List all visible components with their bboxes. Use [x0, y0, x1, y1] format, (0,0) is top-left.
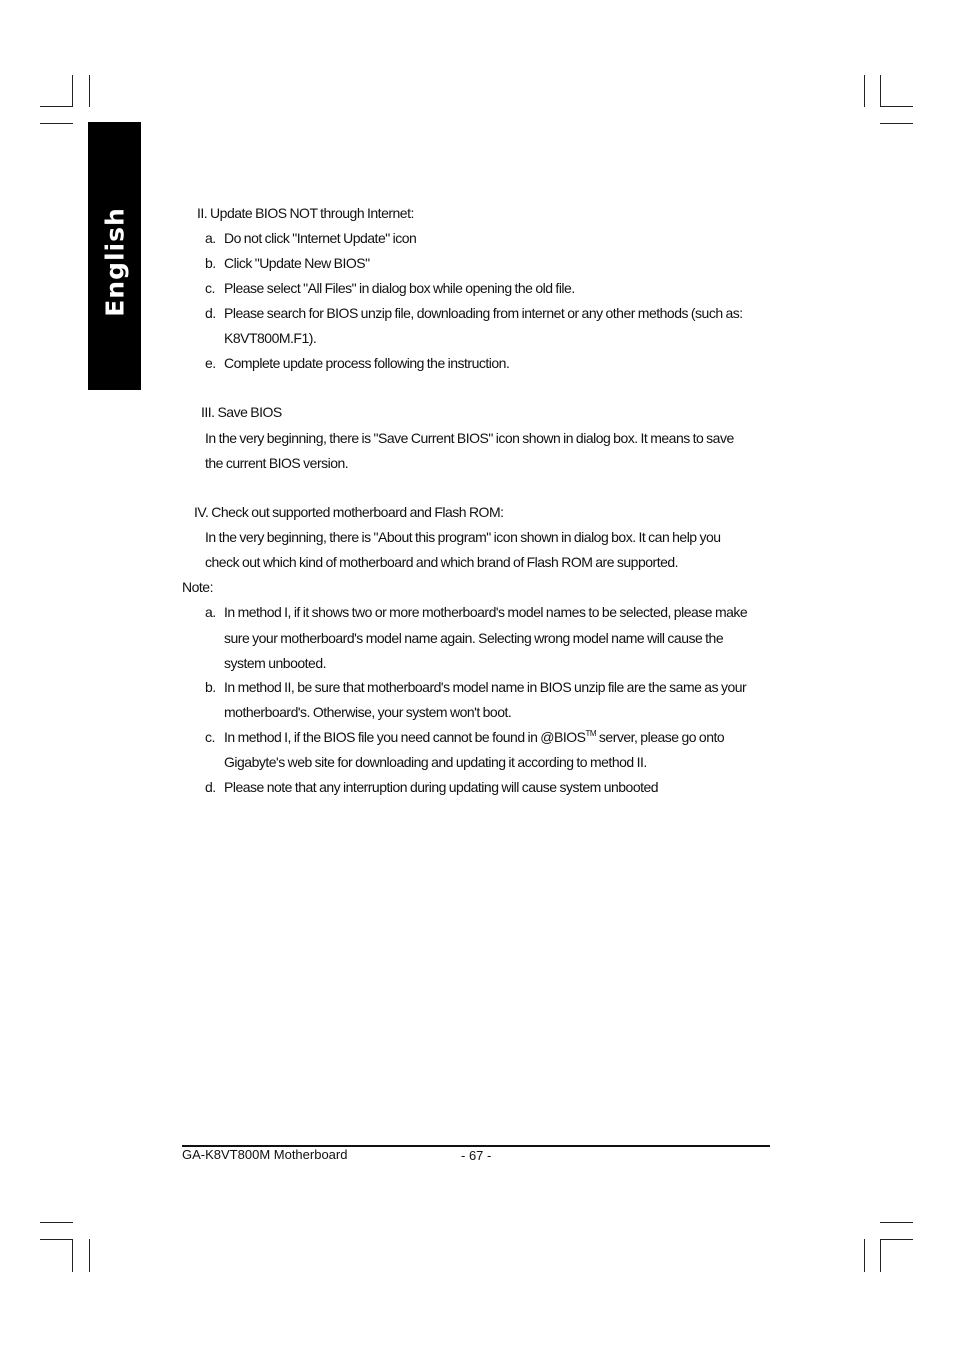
list-marker: a. — [205, 604, 216, 620]
list-marker: d. — [205, 305, 216, 321]
paragraph-line: check out which kind of motherboard and which brand of Flash ROM are supported. — [205, 554, 679, 570]
trademark-mark: TM — [585, 729, 597, 738]
crop-mark — [864, 75, 865, 107]
list-marker: c. — [205, 729, 215, 745]
list-marker: b. — [205, 679, 216, 695]
list-marker: b. — [205, 255, 216, 271]
list-item: Please search for BIOS unzip file, downloading from internet or any other methods (such as: — [224, 305, 743, 321]
page-number: - 67 - — [461, 1148, 492, 1163]
list-item-text: server, please go onto — [596, 729, 725, 745]
section-heading: III. Save BIOS — [201, 404, 282, 420]
list-marker: e. — [205, 355, 216, 371]
list-item: Please select "All Files" in dialog box while opening the old file. — [224, 280, 575, 296]
crop-mark — [40, 1222, 73, 1223]
list-item: In method I, if it shows two or more motherboard's model names to be selected, please make — [224, 604, 748, 620]
paragraph-line: the current BIOS version. — [205, 455, 349, 471]
crop-mark — [40, 123, 73, 124]
note-heading: Note: — [182, 579, 213, 595]
language-tab-label: English — [100, 207, 129, 317]
list-item-continuation: K8VT800M.F1). — [224, 330, 317, 346]
list-item — [224, 729, 724, 745]
crop-mark — [880, 1239, 913, 1240]
list-item-continuation: sure your motherboard's model name again. Selecting wrong model name will cause the — [224, 630, 724, 646]
crop-mark — [864, 1239, 865, 1272]
paragraph-line: In the very beginning, there is "About this program" icon shown in dialog box. It can help you — [205, 529, 721, 545]
crop-mark — [880, 123, 913, 124]
list-item: Complete update process following the instruction. — [224, 355, 510, 371]
paragraph-line: In the very beginning, there is "Save Current BIOS" icon shown in dialog box. It means to save — [205, 430, 734, 446]
section-heading: II. Update BIOS NOT through Internet: — [197, 205, 414, 221]
list-item: In method II, be sure that motherboard's model name in BIOS unzip file are the same as your — [224, 679, 747, 695]
crop-mark — [40, 1239, 73, 1240]
list-item: Do not click "Internet Update" icon — [224, 230, 417, 246]
crop-mark — [89, 1239, 90, 1272]
crop-mark — [880, 106, 913, 107]
crop-mark — [880, 1239, 881, 1272]
list-item-continuation: motherboard's. Otherwise, your system won't boot. — [224, 704, 512, 720]
language-tab — [88, 122, 141, 390]
list-marker: d. — [205, 779, 216, 795]
list-item: Click "Update New BIOS" — [224, 255, 370, 271]
footer-model: GA-K8VT800M Motherboard — [182, 1147, 348, 1162]
list-marker: c. — [205, 280, 215, 296]
list-marker: a. — [205, 230, 216, 246]
list-item-continuation: system unbooted. — [224, 655, 327, 671]
list-item-continuation: Gigabyte's web site for downloading and updating it according to method II. — [224, 754, 647, 770]
section-heading: IV. Check out supported motherboard and Flash ROM: — [194, 504, 504, 520]
list-item-text: In method I, if the BIOS file you need cannot be found in @BIOS — [224, 729, 586, 745]
crop-mark — [72, 75, 73, 107]
crop-mark — [880, 1222, 913, 1223]
crop-mark — [40, 106, 73, 107]
crop-mark — [880, 75, 881, 107]
list-item: Please note that any interruption during updating will cause system unbooted — [224, 779, 659, 795]
crop-mark — [89, 75, 90, 107]
crop-mark — [72, 1239, 73, 1272]
